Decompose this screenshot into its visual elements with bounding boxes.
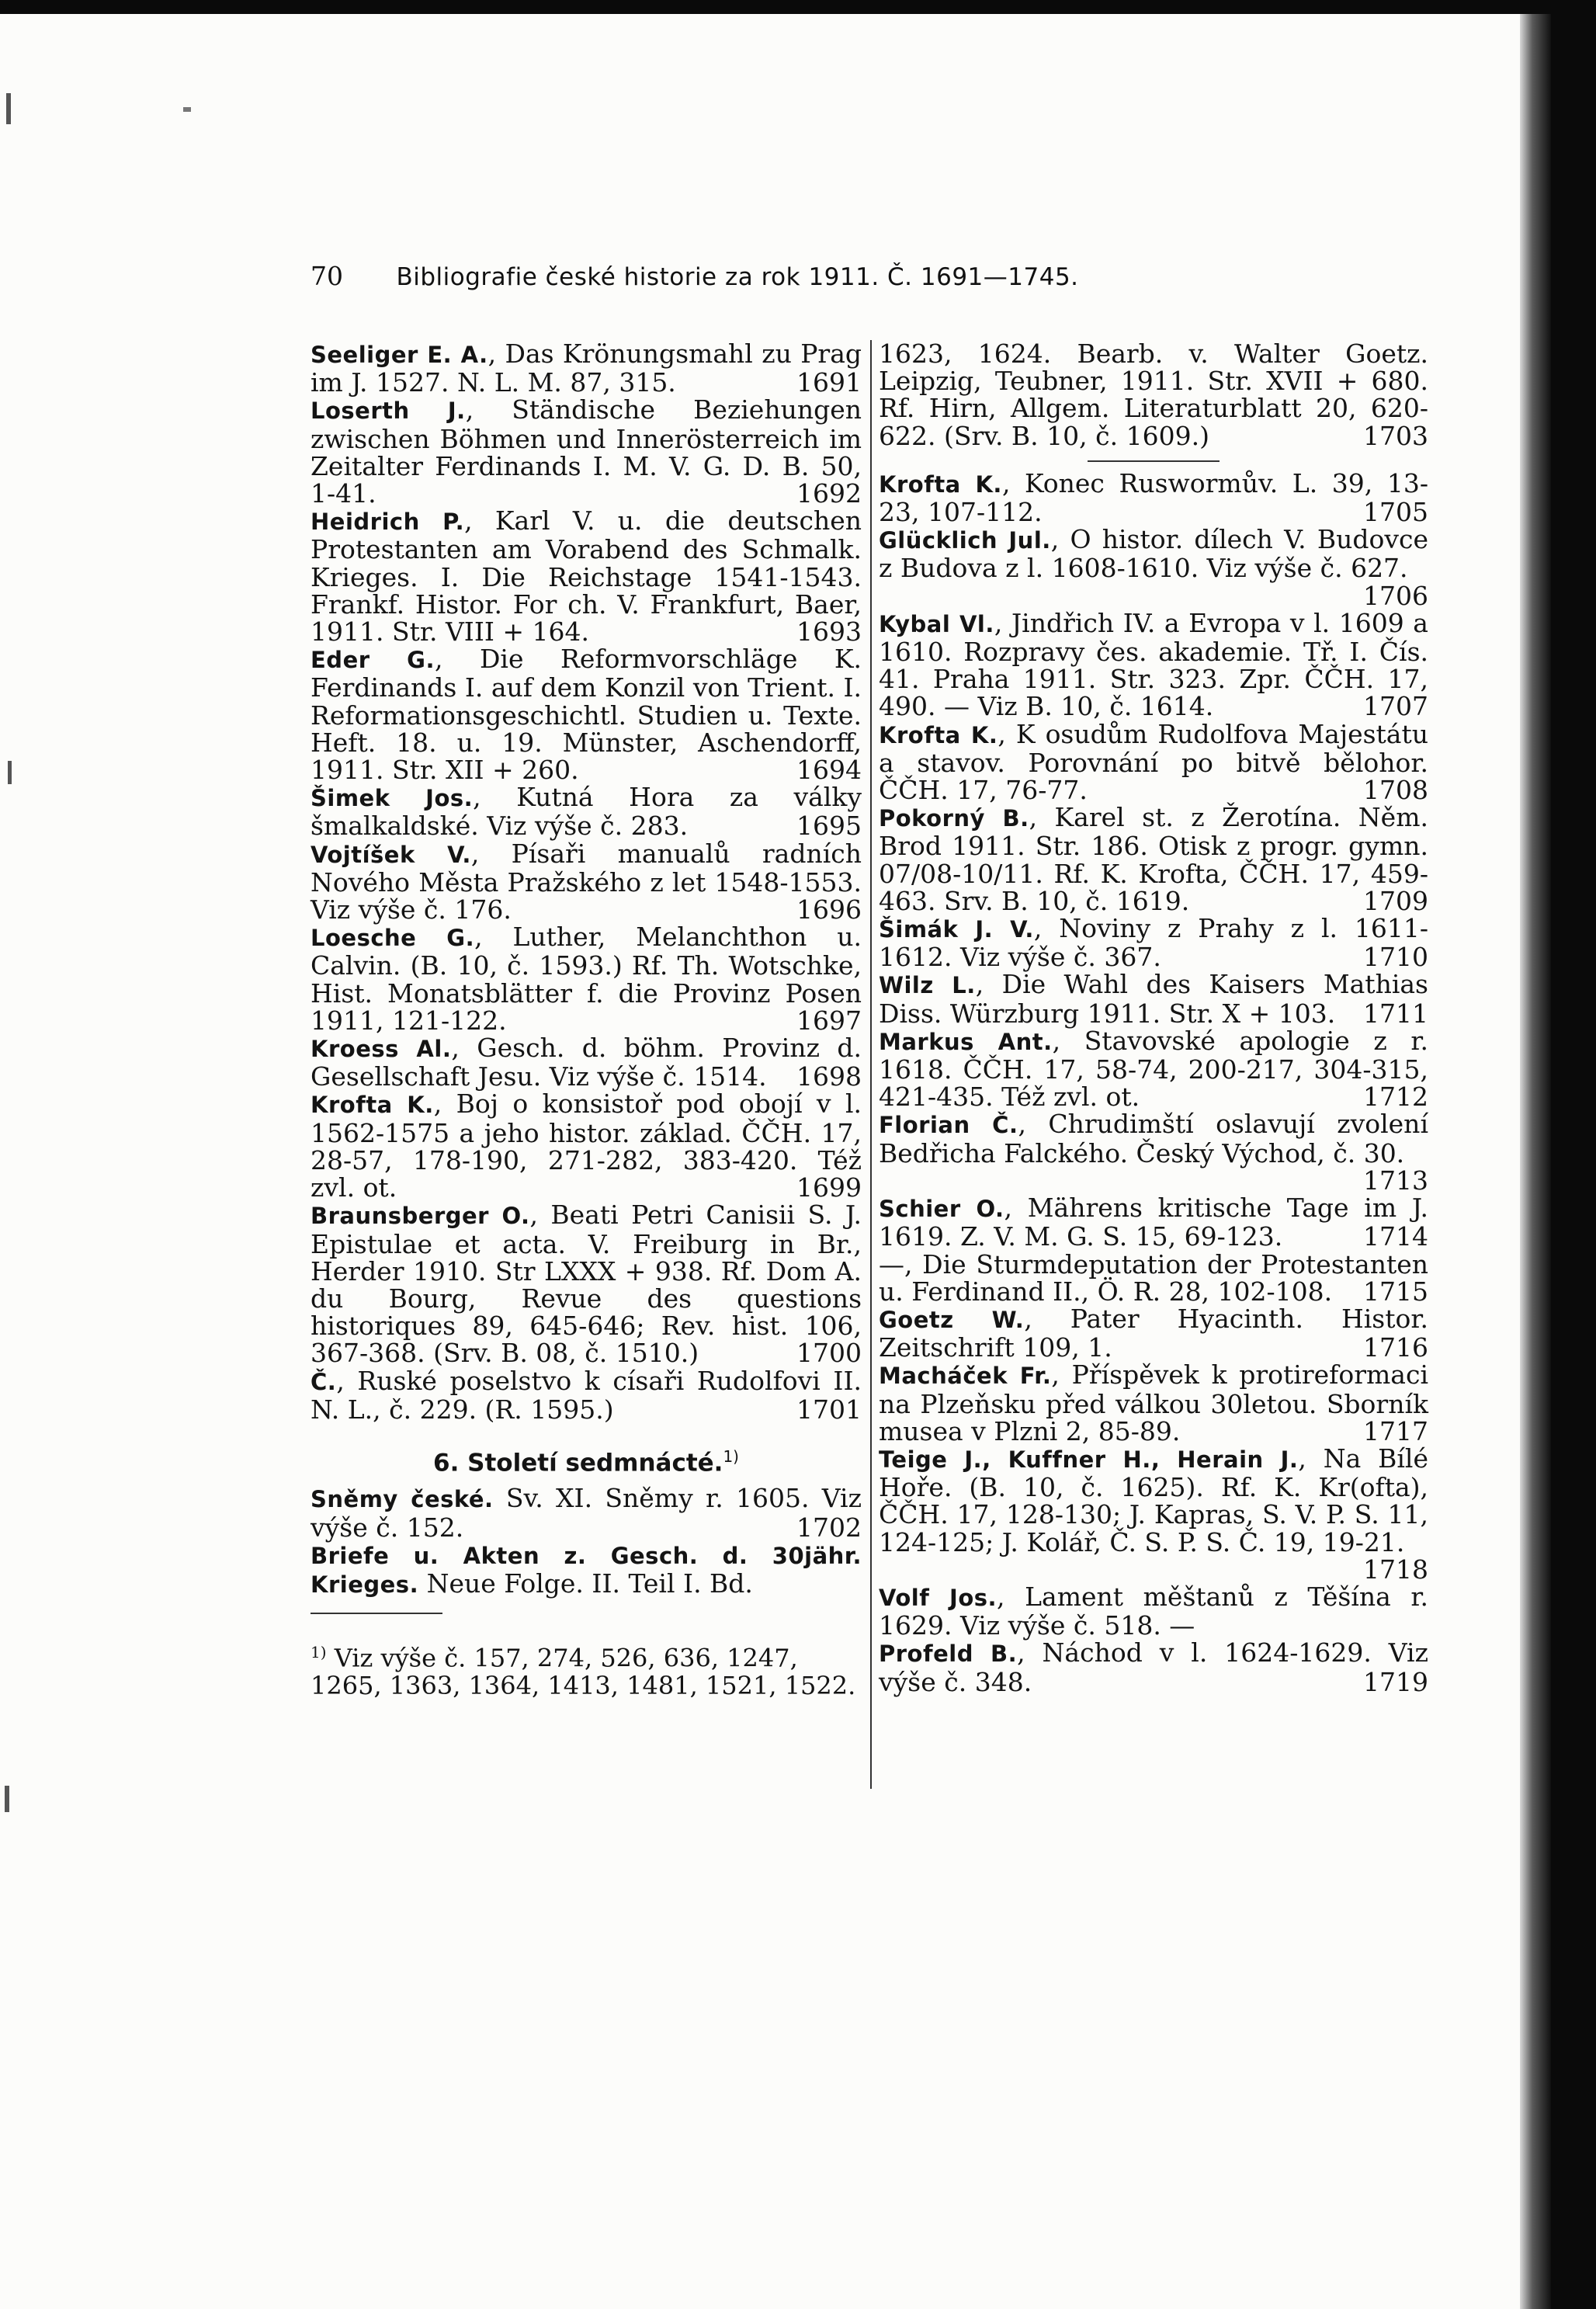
footnote-rule	[311, 1613, 442, 1614]
entry-text: Neue Folge. II. Teil I. Bd.	[418, 1568, 753, 1599]
bib-entry	[879, 913, 1429, 973]
bib-entry	[311, 840, 862, 924]
entry-number: 1696	[796, 894, 862, 925]
entry-author: Pokorný B.	[879, 805, 1029, 832]
entry-number: 1697	[796, 1005, 862, 1036]
entry-author: Č.	[311, 1368, 337, 1395]
entry-number: 1703	[1363, 420, 1428, 451]
bib-entry	[311, 396, 862, 507]
entry-number: 1716	[1363, 1332, 1428, 1363]
entry-author: Volf Jos.	[879, 1584, 998, 1611]
entry-text: , Gesch. d. böhm. Provinz d. Gesellschaft Jesu. Viz výše č. 1514.	[311, 1033, 862, 1092]
entry-author: Eder G.	[311, 647, 435, 674]
entry-text: , Ruské poselstvo k císaři Rudolfovi II. N. L., č. 229. (R. 1595.)	[311, 1365, 862, 1425]
entry-number: 1695	[796, 811, 862, 842]
entry-author: Profeld B.	[879, 1641, 1018, 1668]
entry-author: Heidrich P.	[311, 509, 465, 536]
bib-entry	[311, 1541, 862, 1599]
entry-text: 1623, 1624. Bearb. v. Walter Goetz. Leipzig, Teubner, 1911. Str. XVII + 680. Rf. Hirn, Allgem. Literaturblatt 20, 620-622. (Srv. B. 10, č. 1609.)	[879, 339, 1428, 451]
left-column	[311, 340, 862, 1724]
bib-entry	[879, 1361, 1428, 1445]
entry-number: 1718	[1363, 1554, 1428, 1585]
bib-entry	[879, 1445, 1428, 1583]
entry-author: Macháček Fr.	[879, 1363, 1052, 1390]
bib-entry	[311, 644, 862, 786]
entry-number: 1701	[796, 1394, 862, 1425]
right-entries	[879, 467, 1429, 1697]
entry-number: 1700	[796, 1338, 862, 1369]
page-number: 70	[311, 261, 343, 291]
left-entries	[311, 340, 862, 1423]
entry-author: Florian Č.	[879, 1112, 1018, 1139]
entry-author: Markus Ant.	[879, 1028, 1053, 1055]
bib-entry	[879, 1027, 1428, 1111]
entry-text: Sv. XI. Sněmy r. 1605. Viz výše č. 152.	[311, 1483, 862, 1543]
bib-entry	[311, 1367, 862, 1423]
section-heading	[311, 1443, 862, 1477]
entry-text: , Beati Petri Canisii S. J. Epistulae et acta. V. Freiburg in Br., Herder 1910. Str LXXX + 938. Rf. Dom A. du Bourg, Revue des questions historiques 89, 645-646; Rev. hist. 106, 367-368. (Srv. B. 08, č. 1510.)	[311, 1200, 862, 1369]
entry-author: Loesche G.	[311, 925, 475, 952]
entry-text: , O histor. dílech V. Budovce z Budova z l. 1608-1610. Viz výše č. 627.	[879, 524, 1428, 584]
entry-text: , Die Reformvorschläge K. Ferdinands I. auf dem Konzil von Trient. I. Reformationsgeschichtl. Studien u. Texte. Heft. 18. u. 19. Münster, Aschendorff, 1911. Str. XII + 260.	[311, 644, 862, 786]
bib-entry	[879, 609, 1428, 720]
entry-text: , Karel st. z Žerotína. Něm. Brod 1911. Str. 186. Otisk z progr. gymn. 07/08-10/11. Rf. K. Krofta, ČČH. 17, 459-463. Srv. B. 10, č. 1619.	[879, 802, 1428, 916]
entry-author: Wilz L.	[879, 972, 976, 999]
entry-text: , Na Bílé Hoře. (B. 10, č. 1625). Rf. K. Kr(ofta), ČČH. 17, 128-130; J. Kapras, S. V. P. S. 11, 124-125; J. Kolář, Č. S. P. S. Č. 19, 19-21.	[879, 1443, 1428, 1557]
bib-entry	[879, 720, 1428, 804]
footnote-mark: 1)	[311, 1643, 327, 1662]
entry-text: , K osudům Rudolfova Majestátu a stavov. Porovnání po bitvě bělohor. ČČH. 17, 76-77.	[879, 718, 1428, 806]
entry-author: Krofta K.	[879, 470, 1002, 498]
page-edge-shadow	[1520, 14, 1551, 2309]
entry-text: , Chrudimští oslavují zvolení Bedřicha Falckého. Český Východ, č. 30.	[879, 1109, 1428, 1168]
entry-text: , Boj o konsistoř pod obojí v l. 1562-1575 a jeho histor. základ. ČČH. 17, 28-57, 178-190, 271-282, 383-420. Též zvl. ot.	[311, 1089, 862, 1203]
bib-entry	[311, 1034, 862, 1090]
entry-number: 1693	[796, 616, 862, 648]
entry-text: , Lament měštanů z Těšína r. 1629. Viz výše č. 518. —	[879, 1581, 1428, 1641]
entry-text: , Jindřich IV. a Evropa v l. 1609 a 1610. Rozpravy čes. akademie. Tř. I. Čís. 41. Praha 1911. Str. 323. Zpr. ČČH. 17, 490. — Viz B. 10, č. 1614.	[879, 607, 1428, 722]
entry-text: —, Die Sturmdeputation der Protestanten u. Ferdinand II., Ö. R. 28, 102-108.	[879, 1248, 1428, 1307]
entry-text: , Kutná Hora za války šmalkaldské. Viz výše č. 283.	[311, 782, 862, 842]
bib-entry	[879, 804, 1428, 915]
entry-number: 1711	[1363, 998, 1428, 1029]
scan-mark	[6, 93, 11, 124]
bib-entry	[311, 505, 862, 648]
bib-entry	[879, 1194, 1428, 1250]
entry-author: Krofta K.	[311, 1092, 434, 1119]
entry-number: 1714	[1363, 1221, 1428, 1252]
bib-entry-continued	[879, 340, 1428, 450]
entry-text: , Mährens kritische Tage im J. 1619. Z. V. M. G. S. 15, 69-123.	[879, 1193, 1428, 1252]
footnote-text: Viz výše č. 157, 274, 526, 636, 1247, 1265, 1363, 1364, 1413, 1481, 1521, 1522.	[311, 1643, 856, 1700]
entry-number: 1717	[1363, 1415, 1428, 1446]
bib-entry	[879, 1305, 1428, 1361]
entry-author: Šimek Jos.	[311, 785, 474, 812]
entry-number: 1707	[1363, 691, 1428, 722]
entry-number: 1691	[796, 367, 862, 398]
bib-entry	[311, 923, 862, 1034]
entry-number: 1709	[1363, 885, 1428, 916]
bib-entry	[879, 526, 1428, 609]
entry-author: Briefe u. Akten z. Gesch. d. 30jähr. Krieges.	[311, 1542, 862, 1599]
entry-number: 1705	[1363, 497, 1428, 528]
bib-entry	[311, 782, 862, 842]
entry-text: , Karl V. u. die deutschen Protestanten am Vorabend des Schmalk. Krieges. I. Die Reichstage 1541-1543. Frankf. Histor. For ch. V. Frankfurt, Baer, 1911. Str. VIII + 164.	[311, 505, 862, 648]
entry-text: , Písaři manualů radních Nového Města Pražského z let 1548-1553. Viz výše č. 176.	[311, 838, 862, 925]
bib-entry	[879, 1639, 1428, 1695]
entry-number: 1712	[1363, 1082, 1428, 1113]
section-footnote-mark: 1)	[723, 1446, 739, 1466]
page-header	[311, 261, 1428, 291]
entry-text: , Luther, Melanchthon u. Calvin. (B. 10, č. 1593.) Rf. Th. Wotschke, Hist. Monatsblätter f. die Provinz Posen 1911, 121-122.	[311, 922, 862, 1036]
entry-author: Šimák J. V.	[879, 916, 1034, 943]
bib-entry	[879, 467, 1428, 528]
entry-author: Sněmy české.	[311, 1486, 494, 1513]
entry-author: Teige J., Kuffner H., Herain J.	[879, 1446, 1299, 1473]
entry-author: Krofta K.	[879, 721, 998, 748]
entry-text: , Stavovské apologie z r. 1618. ČČH. 17, 58-74, 200-217, 304-315, 421-435. Též zvl. ot.	[879, 1025, 1428, 1113]
entry-number: 1710	[1363, 942, 1428, 973]
entry-author: Glücklich Jul.	[879, 527, 1051, 554]
running-title: Bibliografie české historie za rok 1911. Č. 1691—1745.	[396, 263, 1079, 291]
scan-mark	[183, 107, 191, 112]
entry-text: , Die Wahl des Kaisers Mathias Diss. Würzburg 1911. Str. X + 103.	[879, 969, 1428, 1029]
entry-number: 1702	[796, 1512, 862, 1543]
entry-number: 1706	[1363, 580, 1428, 611]
bib-entry	[311, 340, 862, 396]
entry-text: , Konec Ruswormův. L. 39, 13-23, 107-112.	[879, 467, 1428, 528]
scan-mark	[5, 1786, 9, 1812]
bib-entry	[311, 1483, 862, 1543]
scan-mark	[8, 761, 12, 784]
section-title: 6. Století sedmnácté.	[433, 1449, 723, 1477]
entry-number: 1699	[796, 1172, 862, 1203]
entry-author: Goetz W.	[879, 1306, 1025, 1333]
entry-number: 1713	[1363, 1165, 1428, 1196]
entry-text: , Das Krönungsmahl zu Prag im J. 1527. N. L. M. 87, 315.	[311, 339, 862, 398]
entry-number: 1719	[1363, 1666, 1428, 1697]
entry-text: , Noviny z Prahy z l. 1611-1612. Viz výše č. 367.	[879, 913, 1429, 973]
entry-author: Schier O.	[879, 1196, 1004, 1223]
entry-text: , Pater Hyacinth. Histor. Zeitschrift 109, 1.	[879, 1303, 1428, 1363]
entry-author: Braunsberger O.	[311, 1203, 530, 1230]
entry-author: Kybal Vl.	[879, 610, 994, 637]
entry-text: , Příspěvek k protireformaci na Plzeňsku před válkou 30letou. Sborník musea v Plzni 2, 85-89.	[879, 1359, 1428, 1446]
right-column	[879, 340, 1428, 1696]
entry-number: 1715	[1363, 1276, 1428, 1307]
left-entries-after-heading	[311, 1484, 862, 1599]
entry-number: 1708	[1363, 775, 1428, 806]
column-divider	[870, 340, 872, 1789]
bib-entry	[879, 969, 1428, 1029]
footnote	[311, 1639, 862, 1700]
entry-number: 1698	[796, 1061, 862, 1092]
entry-author: Loserth J.	[311, 398, 466, 425]
bib-entry	[879, 1583, 1428, 1639]
bib-entry	[879, 1110, 1428, 1194]
entry-number: 1694	[796, 755, 862, 786]
bib-entry	[311, 1200, 862, 1369]
entry-author: Seeliger E. A.	[311, 342, 488, 368]
entry-number: 1692	[796, 478, 862, 509]
bib-entry	[311, 1090, 862, 1201]
entry-text: , Ständische Beziehungen zwischen Böhmen und Innerösterreich im Zeitalter Ferdinands I. M. V. G. D. B. 50, 1-41.	[311, 394, 862, 509]
entry-author: Vojtíšek V.	[311, 841, 471, 868]
entry-author: Kroess Al.	[311, 1036, 452, 1063]
short-rule	[1088, 460, 1220, 462]
bib-entry	[879, 1248, 1428, 1307]
entry-text: , Náchod v l. 1624-1629. Viz výše č. 348.	[879, 1637, 1428, 1697]
